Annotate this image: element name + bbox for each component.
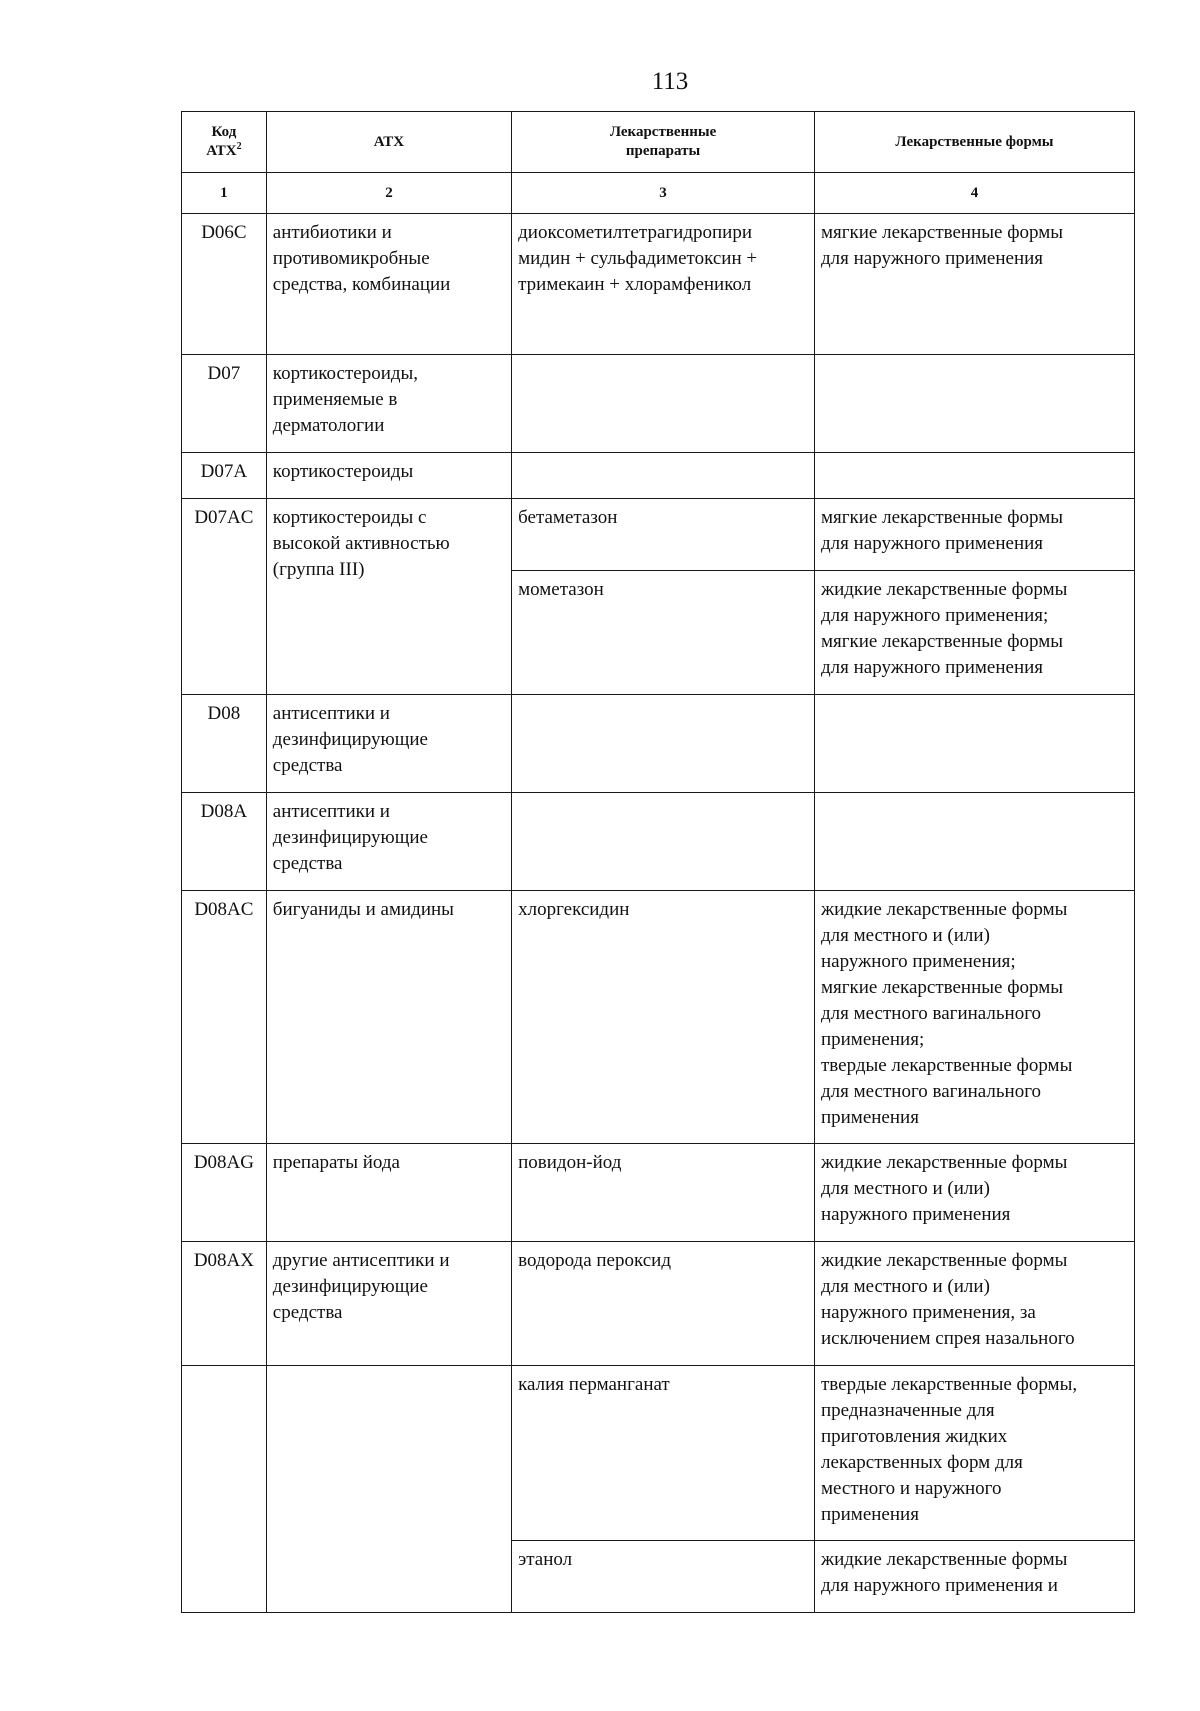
atx-code <box>182 1366 267 1613</box>
drug-name: хлоргексидин <box>512 891 815 1144</box>
atx-code: D07AC <box>182 499 267 695</box>
table-row <box>182 695 1135 793</box>
atx-group: другие антисептики и дезинфицирующие средства <box>266 1242 511 1366</box>
drug-name <box>512 453 815 499</box>
dosage-form: жидкие лекарственные формы для наружного применения; мягкие лекарственные формы для наружного применения <box>814 571 1134 695</box>
drug-name <box>512 793 815 891</box>
drug-name: мометазон <box>512 571 815 695</box>
table-row <box>182 1366 1135 1541</box>
table-row <box>182 891 1135 1144</box>
header-drugs: Лекарственные препараты <box>512 112 815 173</box>
atx-group: бигуаниды и амидины <box>266 891 511 1144</box>
atx-group: кортикостероиды с высокой активностью (группа III) <box>266 499 511 695</box>
drug-name: бетаметазон <box>512 499 815 571</box>
drug-name: этанол <box>512 1541 815 1613</box>
drug-name: калия перманганат <box>512 1366 815 1541</box>
column-number-row <box>182 173 1135 214</box>
dosage-form: мягкие лекарственные формы для наружного применения <box>814 214 1134 355</box>
header-atx: АТХ <box>266 112 511 173</box>
dosage-form <box>814 355 1134 453</box>
header-code <box>182 112 267 173</box>
table-row <box>182 214 1135 355</box>
dosage-form <box>814 453 1134 499</box>
atx-code: D08AC <box>182 891 267 1144</box>
atx-group: кортикостероиды <box>266 453 511 499</box>
header-code-label: Код <box>211 124 237 140</box>
atx-group: антисептики и дезинфицирующие средства <box>266 793 511 891</box>
atx-group: препараты йода <box>266 1144 511 1242</box>
drug-name: повидон-йод <box>512 1144 815 1242</box>
drug-name <box>512 695 815 793</box>
header-code-label-2: АТХ <box>206 143 237 159</box>
dosage-form <box>814 793 1134 891</box>
table-row <box>182 355 1135 453</box>
table-row <box>182 1242 1135 1366</box>
footnote-marker: 2 <box>236 141 242 152</box>
table-row <box>182 793 1135 891</box>
atx-code: D08AX <box>182 1242 267 1366</box>
atx-table <box>181 111 1135 1613</box>
table-header-row <box>182 112 1135 173</box>
drug-name <box>512 355 815 453</box>
atx-group: антисептики и дезинфицирующие средства <box>266 695 511 793</box>
dosage-form: жидкие лекарственные формы для местного и (или) наружного применения <box>814 1144 1134 1242</box>
atx-group: антибиотики и противомикробные средства, комбинации <box>266 214 511 355</box>
col-number-2: 2 <box>266 173 511 214</box>
dosage-form: жидкие лекарственные формы для наружного применения и <box>814 1541 1134 1613</box>
table-row <box>182 453 1135 499</box>
atx-code: D06C <box>182 214 267 355</box>
atx-code: D08 <box>182 695 267 793</box>
atx-code: D08AG <box>182 1144 267 1242</box>
col-number-1: 1 <box>182 173 267 214</box>
dosage-form: жидкие лекарственные формы для местного и (или) наружного применения, за исключением спрея назального <box>814 1242 1134 1366</box>
atx-code: D07 <box>182 355 267 453</box>
atx-code: D08A <box>182 793 267 891</box>
dosage-form: мягкие лекарственные формы для наружного применения <box>814 499 1134 571</box>
table-row <box>182 1144 1135 1242</box>
col-number-3: 3 <box>512 173 815 214</box>
atx-code: D07A <box>182 453 267 499</box>
page-number: 113 <box>651 68 689 95</box>
atx-group: кортикостероиды, применяемые в дерматологии <box>266 355 511 453</box>
atx-group <box>266 1366 511 1613</box>
header-forms: Лекарственные формы <box>814 112 1134 173</box>
dosage-form: жидкие лекарственные формы для местного и (или) наружного применения; мягкие лекарственные формы для местного вагинального применения; твердые лекарственные формы для местного вагинального применения <box>814 891 1134 1144</box>
drug-name: диоксометилтетрагидропири мидин + сульфадиметоксин + тримекаин + хлорамфеникол <box>512 214 815 355</box>
dosage-form <box>814 695 1134 793</box>
col-number-4: 4 <box>814 173 1134 214</box>
dosage-form: твердые лекарственные формы, предназначенные для приготовления жидких лекарственных форм для местного и наружного применения <box>814 1366 1134 1541</box>
drug-name: водорода пероксид <box>512 1242 815 1366</box>
table-row <box>182 499 1135 571</box>
